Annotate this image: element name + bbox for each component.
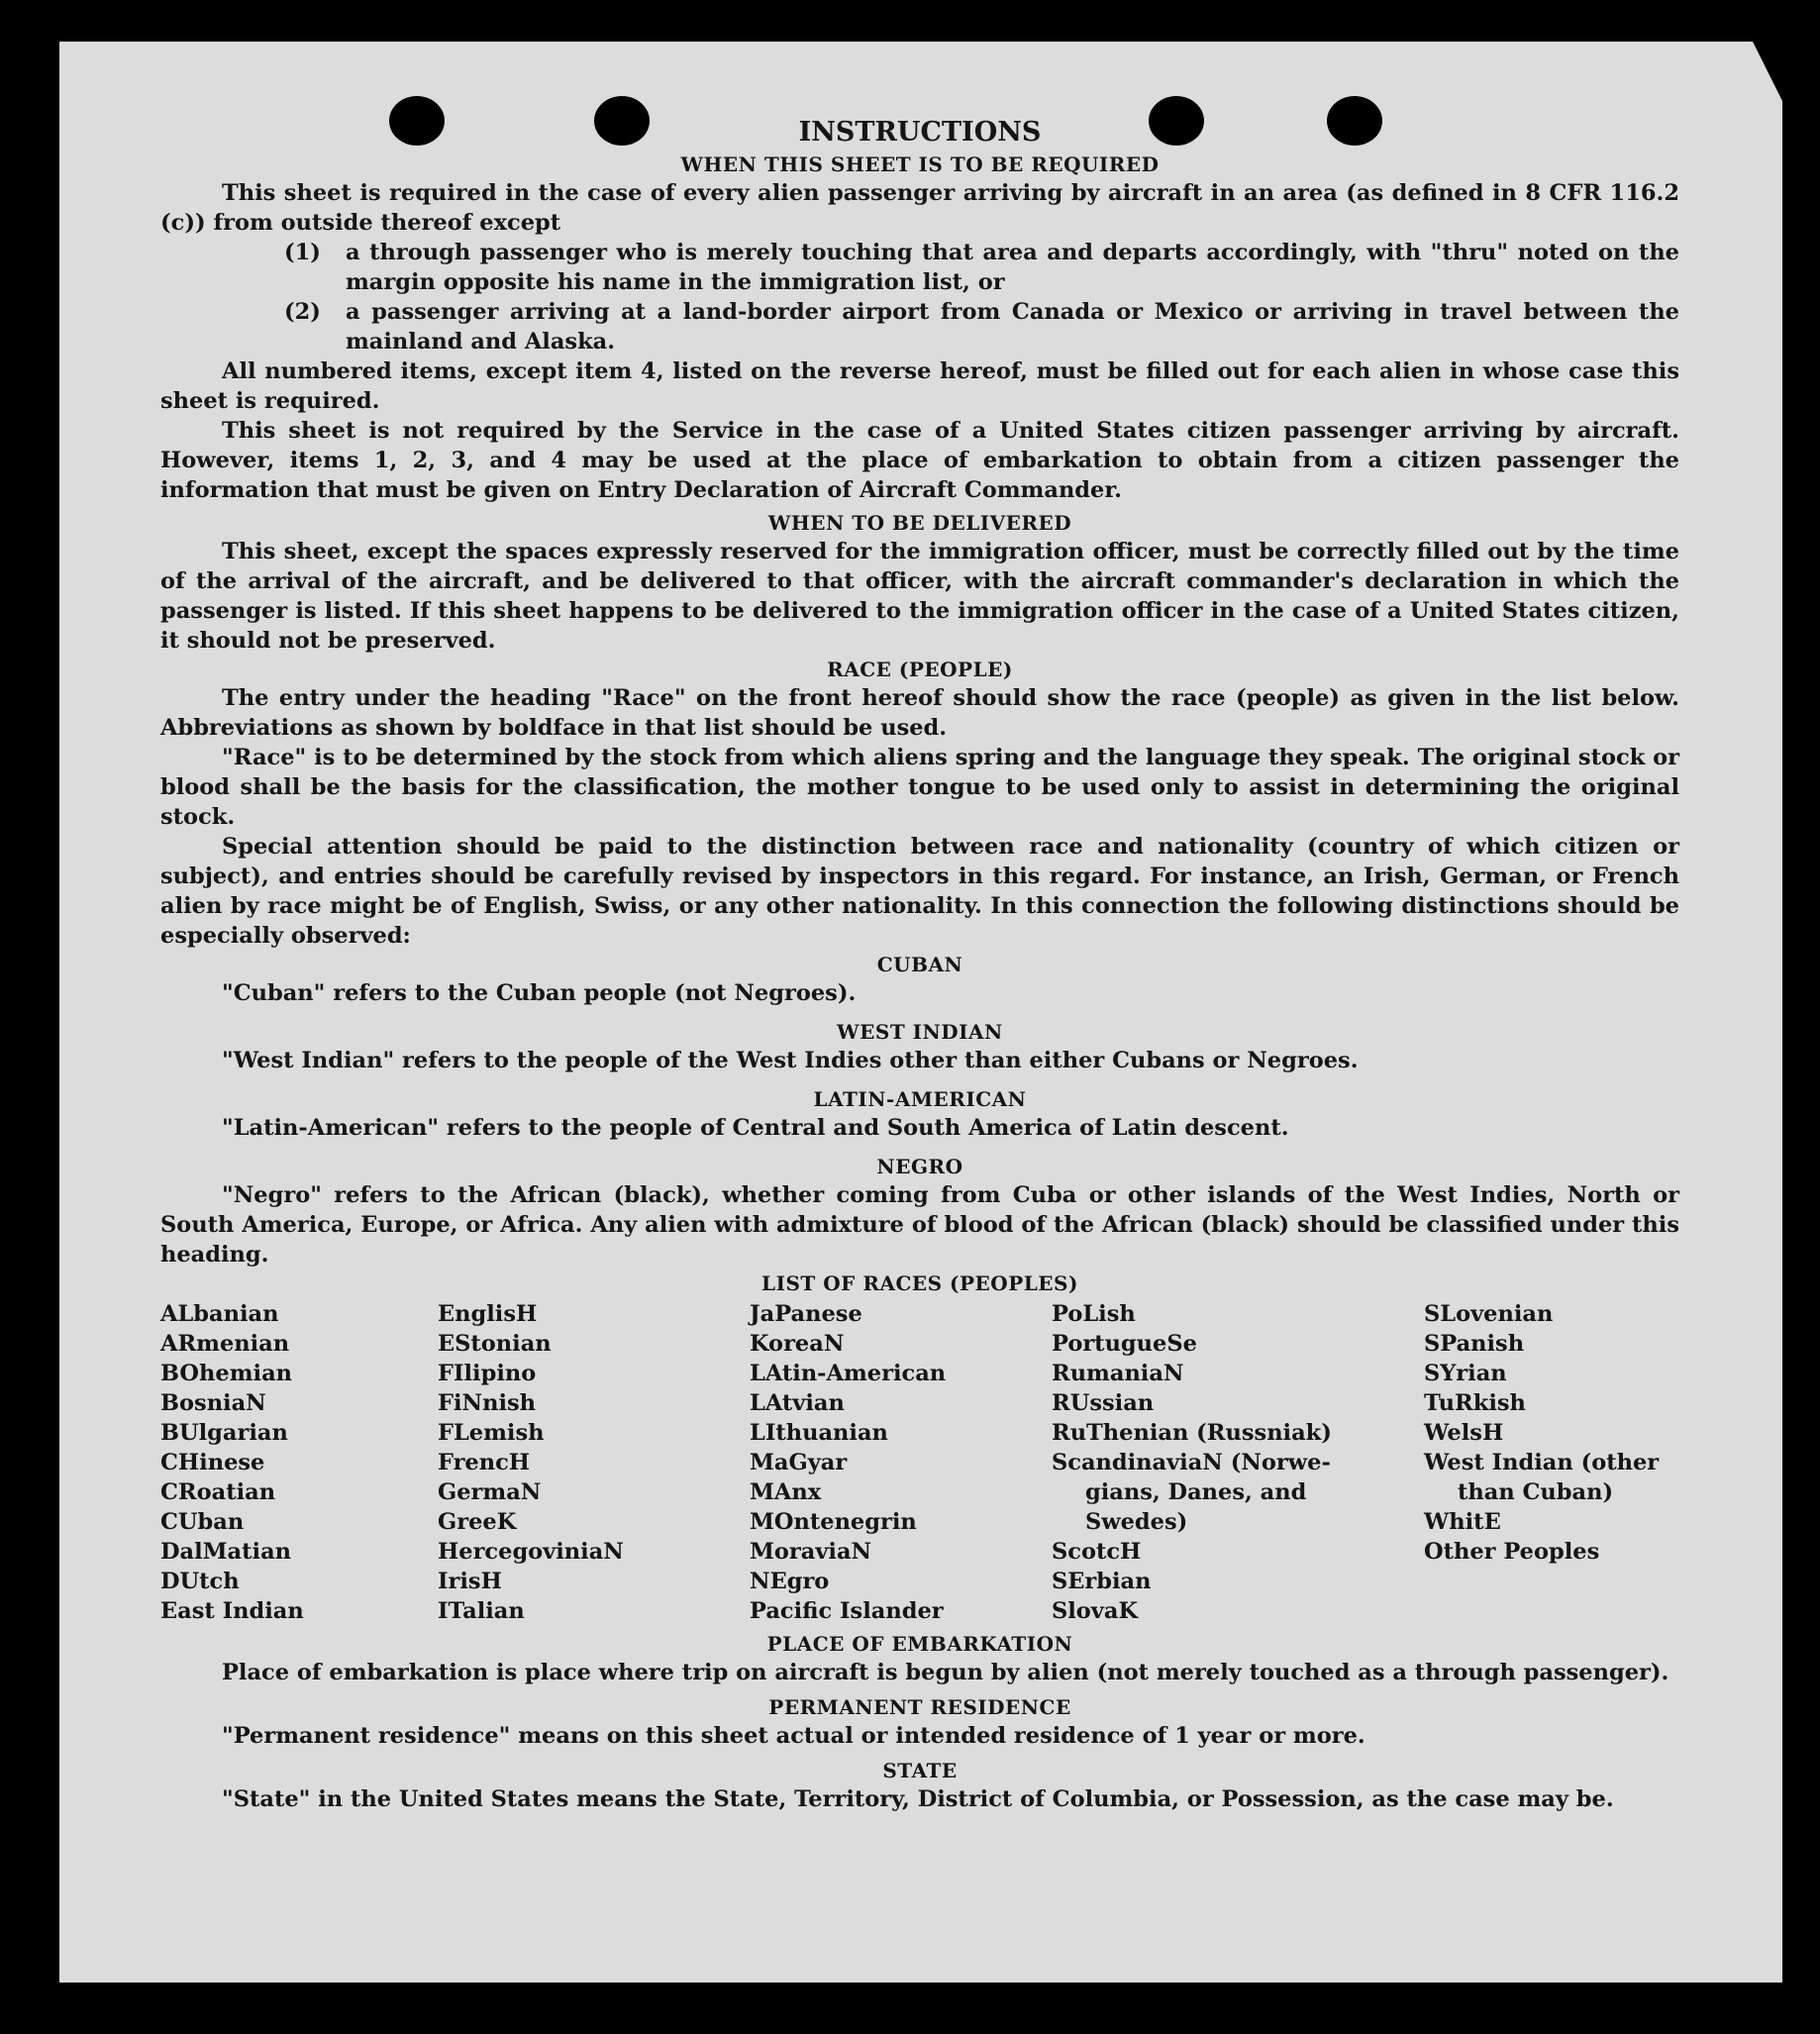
race-item: GermaN xyxy=(438,1479,542,1505)
race-item: SPanish xyxy=(1424,1331,1525,1357)
item-text: a passenger arriving at a land-border airport from Canada or Mexico or arriving in travel between the mainland and Alaska. xyxy=(346,299,1679,355)
race-item: MOntenegrin xyxy=(750,1509,917,1535)
race-item: FrencH xyxy=(438,1450,531,1475)
race-item: ScandinaviaN (Norwe- xyxy=(1052,1450,1331,1475)
race-paragraph-3: Special attention should be paid to the distinction between race and nationality (country of which citizen or subject), and entries should be carefully revised by inspectors in this regard. For instance, an Irish, German, or French alien by race might be of English, Swiss, or any other nationality. In this connection the following distinctions should be especially observed: xyxy=(160,834,1679,949)
race-item-continued: gians, Danes, and xyxy=(1085,1479,1307,1505)
race-item: SlovaK xyxy=(1052,1598,1139,1624)
race-paragraph-2: "Race" is to be determined by the stock from which aliens spring and the language they speak. The original stock or blood shall be the basis for the classification, the mother tongue to be used only to assist in determining the original stock. xyxy=(160,745,1679,830)
latin-american-paragraph: "Latin-American" refers to the people of Central and South America of Latin descent. xyxy=(222,1115,1289,1141)
race-item: ITalian xyxy=(438,1598,525,1624)
heading-cuban: CUBAN xyxy=(876,953,963,976)
embarkation-paragraph: Place of embarkation is place where trip on aircraft is begun by alien (not merely touched as a through passenger). xyxy=(222,1660,1669,1685)
item-text: a through passenger who is merely touching that area and departs accordingly, with "thru" noted on the margin opposite his name in the immigration list, or xyxy=(346,240,1679,295)
race-item: Pacific Islander xyxy=(750,1598,944,1624)
race-column-2 xyxy=(438,1299,750,1626)
required-intro: This sheet is required in the case of every alien passenger arriving by aircraft in an area (as defined in 8 CFR 116.2 (c)) from outside thereof except xyxy=(160,180,1679,236)
race-item: East Indian xyxy=(160,1598,304,1624)
race-item: MAnx xyxy=(750,1479,822,1505)
race-item: EnglisH xyxy=(438,1301,538,1327)
race-item: ScotcH xyxy=(1052,1539,1142,1565)
instructions-body xyxy=(160,115,1679,1814)
race-item: CHinese xyxy=(160,1450,265,1475)
race-item: NEgro xyxy=(750,1569,830,1594)
race-item: LAtin-American xyxy=(750,1361,947,1386)
race-item: DalMatian xyxy=(160,1539,292,1565)
heading-latin-american: LATIN-AMERICAN xyxy=(813,1087,1027,1111)
race-item: FiNnish xyxy=(438,1390,537,1416)
race-column-4 xyxy=(1052,1299,1424,1626)
race-item: GreeK xyxy=(438,1509,517,1535)
race-item: SYrian xyxy=(1424,1361,1507,1386)
heading-state: STATE xyxy=(882,1759,958,1782)
delivered-paragraph: This sheet, except the spaces expressly reserved for the immigration officer, must be correctly filled out by the time of the arrival of the aircraft, and be delivered to that officer, with the aircraft commander's declaration in which the passenger is listed. If this sheet happens to be delivered to the immigration officer in the case of a United States citizen, it should not be preserved. xyxy=(160,539,1679,654)
residence-paragraph: "Permanent residence" means on this sheet actual or intended residence of 1 year or more. xyxy=(222,1723,1365,1749)
race-list xyxy=(160,1299,1679,1626)
race-item: ALbanian xyxy=(160,1301,279,1327)
race-item: JaPanese xyxy=(750,1301,862,1327)
state-paragraph: "State" in the United States means the State, Territory, District of Columbia, or Possession, as the case may be. xyxy=(222,1786,1614,1812)
exception-item-2 xyxy=(160,297,1679,356)
race-item: MoraviaN xyxy=(750,1539,872,1565)
race-paragraph-1: The entry under the heading "Race" on the front hereof should show the race (people) as given in the list below. Abbreviations as shown by boldface in that list should be used. xyxy=(160,685,1679,741)
race-item: CUban xyxy=(160,1509,245,1535)
folded-corner xyxy=(1753,42,1782,101)
item-number: (1) xyxy=(284,240,321,265)
race-item: PortugueSe xyxy=(1052,1331,1197,1357)
race-item: SLovenian xyxy=(1424,1301,1554,1327)
heading-when-delivered: WHEN TO BE DELIVERED xyxy=(767,511,1072,535)
race-item-continued: than Cuban) xyxy=(1458,1479,1614,1505)
page-title: INSTRUCTIONS xyxy=(798,117,1042,148)
race-item-continued: Swedes) xyxy=(1085,1509,1188,1535)
race-item: Other Peoples xyxy=(1424,1539,1600,1565)
race-item: RumaniaN xyxy=(1052,1361,1184,1386)
race-item: WhitE xyxy=(1424,1509,1501,1535)
race-item: KoreaN xyxy=(750,1331,845,1357)
race-item: ARmenian xyxy=(160,1331,290,1357)
race-column-1 xyxy=(160,1299,438,1626)
race-item: BosniaN xyxy=(160,1390,266,1416)
race-item: EStonian xyxy=(438,1331,552,1357)
race-item: LIthuanian xyxy=(750,1420,888,1446)
race-item: RuThenian (Russniak) xyxy=(1052,1420,1332,1446)
race-item: DUtch xyxy=(160,1569,240,1594)
heading-west-indian: WEST INDIAN xyxy=(837,1020,1003,1044)
race-item: West Indian (other xyxy=(1424,1450,1660,1475)
all-items-paragraph: All numbered items, except item 4, listed on the reverse hereof, must be filled out for each alien in whose case this sheet is required. xyxy=(160,358,1679,414)
race-item: MaGyar xyxy=(750,1450,848,1475)
heading-race: RACE (PEOPLE) xyxy=(827,658,1013,681)
heading-permanent-residence: PERMANENT RESIDENCE xyxy=(768,1695,1071,1719)
heading-list-of-races: LIST OF RACES (PEOPLES) xyxy=(761,1271,1078,1295)
race-item: FIlipino xyxy=(438,1361,537,1386)
document-page xyxy=(59,42,1782,1983)
race-item: LAtvian xyxy=(750,1390,845,1416)
negro-paragraph: "Negro" refers to the African (black), whether coming from Cuba or other islands of the West Indies, North or South America, Europe, or Africa. Any alien with admixture of blood of the African (black) should be classified under this heading. xyxy=(160,1182,1679,1268)
race-item: RUssian xyxy=(1052,1390,1155,1416)
race-item: IrisH xyxy=(438,1569,502,1594)
cuban-paragraph: "Cuban" refers to the Cuban people (not Negroes). xyxy=(222,980,857,1006)
not-required-paragraph: This sheet is not required by the Service in the case of a United States citizen passenger arriving by aircraft. However, items 1, 2, 3, and 4 may be used at the place of embarkation to obtain from a citizen passenger the information that must be given on Entry Declaration of Aircraft Commander. xyxy=(160,418,1679,503)
race-item: CRoatian xyxy=(160,1479,276,1505)
race-item: HercegoviniaN xyxy=(438,1539,624,1565)
race-column-5 xyxy=(1424,1299,1679,1626)
west-indian-paragraph: "West Indian" refers to the people of the West Indies other than either Cubans or Negroes. xyxy=(222,1048,1359,1073)
race-item: TuRkish xyxy=(1424,1390,1526,1416)
race-item: BOhemian xyxy=(160,1361,293,1386)
exception-item-1 xyxy=(160,238,1679,297)
race-item: PoLish xyxy=(1052,1301,1136,1327)
heading-negro: NEGRO xyxy=(876,1155,963,1178)
race-item: BUlgarian xyxy=(160,1420,288,1446)
race-item: FLemish xyxy=(438,1420,545,1446)
item-number: (2) xyxy=(284,299,321,325)
heading-when-required: WHEN THIS SHEET IS TO BE REQUIRED xyxy=(680,153,1160,176)
race-item: WelsH xyxy=(1424,1420,1504,1446)
race-column-3 xyxy=(750,1299,1052,1626)
race-item: SErbian xyxy=(1052,1569,1152,1594)
heading-place-of-embarkation: PLACE OF EMBARKATION xyxy=(766,1632,1073,1656)
